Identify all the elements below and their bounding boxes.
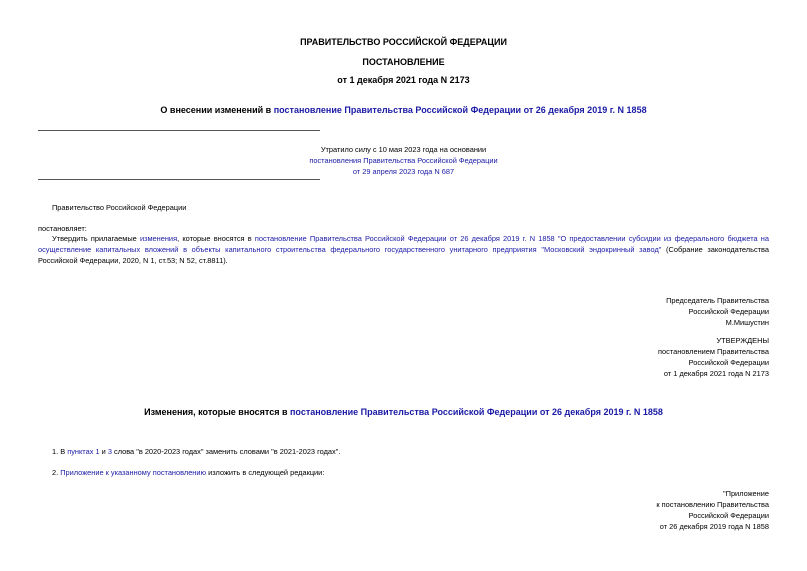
- item-1-link-points[interactable]: пунктах 1: [67, 447, 100, 456]
- changes-title-prefix: Изменения, которые вносятся в: [144, 407, 290, 417]
- p1-link-changes[interactable]: изменения: [139, 234, 178, 243]
- government-heading: ПРАВИТЕЛЬСТВО РОССИЙСКОЙ ФЕДЕРАЦИИ: [300, 37, 507, 47]
- status-note-link-date[interactable]: от 29 апреля 2023 года N 687: [352, 167, 455, 176]
- main-paragraph: [38, 233, 769, 266]
- status-note-link[interactable]: постановления Правительства Российской Федерации: [309, 156, 498, 165]
- p1-text-start: Утвердить прилагаемые: [52, 234, 140, 243]
- divider-bottom: [38, 179, 320, 180]
- signature-block: [666, 295, 769, 328]
- p1-text-mid: , которые вносятся в: [177, 234, 255, 243]
- government-line: Правительство Российской Федерации: [52, 203, 187, 212]
- item-1: [52, 446, 783, 457]
- appendix-line4: от 26 декабря 2019 года N 1858: [659, 522, 769, 531]
- item-2-text-a: 2.: [52, 468, 61, 477]
- item-1-text-b: и: [99, 447, 108, 456]
- document-type: ПОСТАНОВЛЕНИЕ: [362, 57, 445, 67]
- appendix-line1: "Приложение: [723, 489, 769, 498]
- document-date-number: от 1 декабря 2021 года N 2173: [337, 75, 470, 85]
- item-2-text-b: изложить в следующей редакции:: [206, 468, 325, 477]
- appendix-line3: Российской Федерации: [688, 511, 769, 520]
- signature-name: М.Мишустин: [725, 318, 769, 327]
- signature-line2: Российской Федерации: [688, 307, 769, 316]
- title-prefix: О внесении изменений в: [160, 105, 274, 115]
- approval-line3: Российской Федерации: [688, 358, 769, 367]
- changes-title-link[interactable]: постановление Правительства Российской Федерации от 26 декабря 2019 г. N 1858: [290, 407, 663, 417]
- approval-line2: постановлением Правительства: [658, 347, 769, 356]
- appendix-block: [656, 488, 769, 532]
- item-1-text-c: слова "в 2020-2023 годах" заменить словами "в 2021-2023 годах".: [111, 447, 341, 456]
- changes-title: [0, 407, 807, 417]
- p1-link-resolution[interactable]: постановление Правительства Российской Федерации от 26 декабря 2019 г. N 1858 "О предоставлении субсидии из федерального бюджета на осуществление капитальных вложений в объекты капитального строительства федерального государственного унитарного предприятия "Московский эндокринный завод": [38, 234, 769, 254]
- item-2-link-appendix[interactable]: Приложение к указанному постановлению: [60, 468, 207, 477]
- p1-text-end: (Собрание законодательства Российской Федерации, 2020, N 1, ст.53; N 52, ст.8811).: [38, 245, 769, 265]
- divider-top: [38, 130, 320, 131]
- title-link[interactable]: постановление Правительства Российской Федерации от 26 декабря 2019 г. N 1858: [273, 105, 647, 115]
- approval-block: [658, 335, 769, 379]
- approval-line1: УТВЕРЖДЕНЫ: [716, 336, 769, 345]
- appendix-line2: к постановлению Правительства: [656, 500, 769, 509]
- signature-line1: Председатель Правительства: [666, 296, 769, 305]
- approval-line4: от 1 декабря 2021 года N 2173: [663, 369, 769, 378]
- document-title: [0, 105, 807, 115]
- item-2: [52, 467, 783, 478]
- resolves-word: постановляет:: [38, 224, 87, 233]
- status-note-line1: Утратило силу с 10 мая 2023 года на основании: [320, 145, 487, 154]
- item-1-text-a: 1. В: [52, 447, 68, 456]
- item-1-link-3[interactable]: 3: [107, 447, 112, 456]
- status-note: [0, 144, 807, 177]
